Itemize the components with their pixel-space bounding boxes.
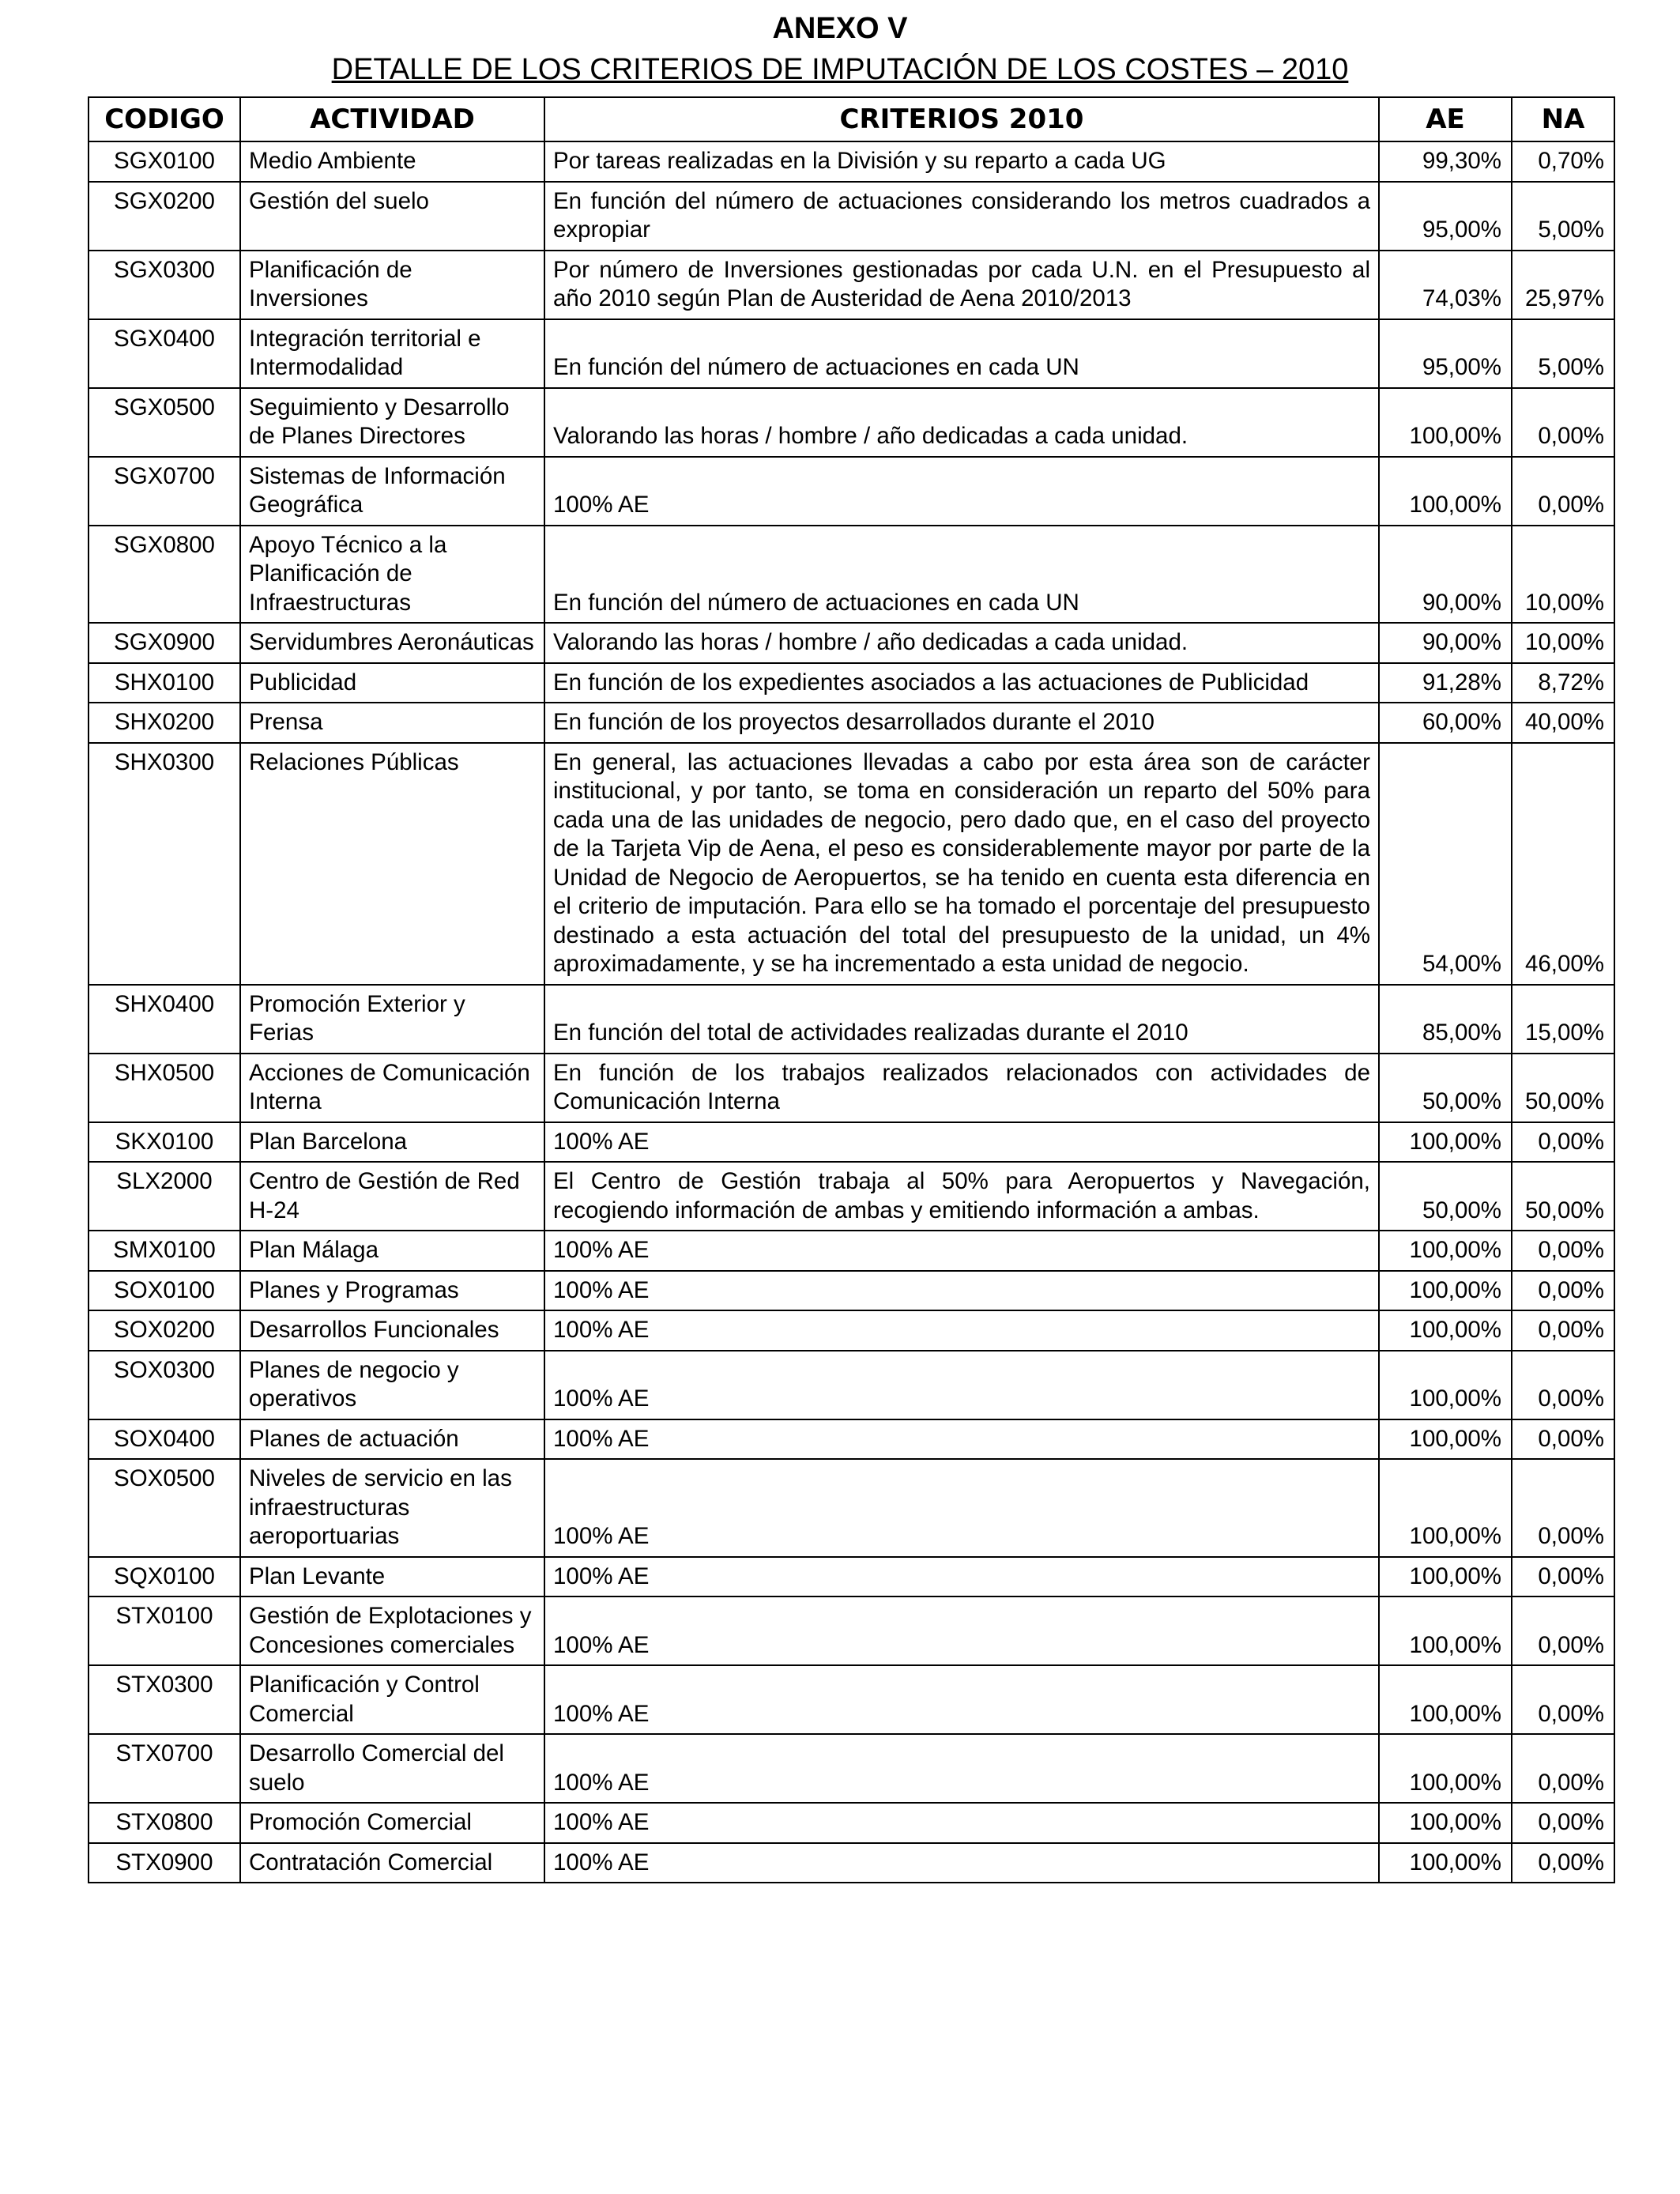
cell-activity: Planificación y Control Comercial xyxy=(240,1665,544,1734)
cell-criteria: 100% AE xyxy=(544,1310,1379,1351)
cell-na: 0,00% xyxy=(1512,388,1614,457)
cell-na: 0,00% xyxy=(1512,1803,1614,1843)
cell-na: 0,00% xyxy=(1512,1419,1614,1460)
cell-ae: 74,03% xyxy=(1379,251,1512,319)
cell-criteria: El Centro de Gestión trabaja al 50% para Aeropuertos y Navegación, recogiendo información de ambas y emitiendo información a ambas. xyxy=(544,1162,1379,1231)
cell-code: SHX0500 xyxy=(89,1054,240,1122)
cell-na: 0,00% xyxy=(1512,1734,1614,1803)
table-row xyxy=(89,1351,1614,1419)
cell-ae: 100,00% xyxy=(1379,1419,1512,1460)
cell-ae: 100,00% xyxy=(1379,1596,1512,1665)
cell-criteria: En función del número de actuaciones en cada UN xyxy=(544,526,1379,624)
header-ae: AE xyxy=(1379,97,1512,141)
cell-criteria: En función del número de actuaciones en cada UN xyxy=(544,319,1379,388)
cell-code: SOX0500 xyxy=(89,1459,240,1557)
cell-criteria: Valorando las horas / hombre / año dedicadas a cada unidad. xyxy=(544,623,1379,663)
cell-code: SGX0200 xyxy=(89,182,240,251)
table-row xyxy=(89,1310,1614,1351)
document-subtitle: DETALLE DE LOS CRITERIOS DE IMPUTACIÓN DE LOS COSTES – 2010 xyxy=(331,53,1349,86)
cell-activity: Plan Levante xyxy=(240,1557,544,1597)
cell-activity: Plan Málaga xyxy=(240,1231,544,1271)
cell-code: STX0800 xyxy=(89,1803,240,1843)
table-row xyxy=(89,1459,1614,1557)
cell-na: 50,00% xyxy=(1512,1054,1614,1122)
cell-ae: 90,00% xyxy=(1379,526,1512,624)
cell-activity: Relaciones Públicas xyxy=(240,743,544,985)
table-row xyxy=(89,182,1614,251)
cell-na: 0,00% xyxy=(1512,1665,1614,1734)
cell-activity: Desarrollo Comercial del suelo xyxy=(240,1734,544,1803)
cell-code: SGX0100 xyxy=(89,141,240,182)
cell-na: 10,00% xyxy=(1512,526,1614,624)
table-row xyxy=(89,623,1614,663)
cell-activity: Planes y Programas xyxy=(240,1271,544,1311)
cell-criteria: 100% AE xyxy=(544,1419,1379,1460)
cell-criteria: 100% AE xyxy=(544,457,1379,526)
table-row xyxy=(89,1122,1614,1163)
cell-ae: 91,28% xyxy=(1379,663,1512,703)
cell-ae: 99,30% xyxy=(1379,141,1512,182)
table-row xyxy=(89,985,1614,1054)
table-row xyxy=(89,1843,1614,1883)
table-row xyxy=(89,1271,1614,1311)
cell-criteria: En función de los proyectos desarrollados durante el 2010 xyxy=(544,703,1379,743)
cell-activity: Seguimiento y Desarrollo de Planes Directores xyxy=(240,388,544,457)
table-row xyxy=(89,1596,1614,1665)
table-row xyxy=(89,1162,1614,1231)
cell-na: 0,00% xyxy=(1512,1557,1614,1597)
cell-code: SGX0400 xyxy=(89,319,240,388)
cell-activity: Planes de negocio y operativos xyxy=(240,1351,544,1419)
table-row xyxy=(89,663,1614,703)
cell-na: 0,00% xyxy=(1512,1231,1614,1271)
table-row xyxy=(89,1419,1614,1460)
table-row xyxy=(89,141,1614,182)
cell-criteria: 100% AE xyxy=(544,1803,1379,1843)
cell-code: SHX0400 xyxy=(89,985,240,1054)
table-row xyxy=(89,1557,1614,1597)
cell-ae: 50,00% xyxy=(1379,1162,1512,1231)
cell-activity: Gestión de Explotaciones y Concesiones comerciales xyxy=(240,1596,544,1665)
cell-ae: 100,00% xyxy=(1379,1310,1512,1351)
cell-activity: Medio Ambiente xyxy=(240,141,544,182)
cell-criteria: 100% AE xyxy=(544,1231,1379,1271)
cell-code: STX0700 xyxy=(89,1734,240,1803)
cell-activity: Gestión del suelo xyxy=(240,182,544,251)
cell-ae: 50,00% xyxy=(1379,1054,1512,1122)
cell-activity: Promoción Exterior y Ferias xyxy=(240,985,544,1054)
cell-ae: 100,00% xyxy=(1379,388,1512,457)
cell-na: 10,00% xyxy=(1512,623,1614,663)
cell-activity: Integración territorial e Intermodalidad xyxy=(240,319,544,388)
cell-code: SOX0200 xyxy=(89,1310,240,1351)
cell-criteria: 100% AE xyxy=(544,1596,1379,1665)
cell-ae: 100,00% xyxy=(1379,1803,1512,1843)
table-row xyxy=(89,319,1614,388)
cell-na: 0,00% xyxy=(1512,1843,1614,1883)
table-row xyxy=(89,251,1614,319)
cell-code: SQX0100 xyxy=(89,1557,240,1597)
cell-activity: Promoción Comercial xyxy=(240,1803,544,1843)
cell-criteria: Por número de Inversiones gestionadas por cada U.N. en el Presupuesto al año 2010 según Plan de Austeridad de Aena 2010/2013 xyxy=(544,251,1379,319)
cell-code: SOX0400 xyxy=(89,1419,240,1460)
cell-code: SGX0500 xyxy=(89,388,240,457)
cell-criteria: 100% AE xyxy=(544,1271,1379,1311)
cell-na: 15,00% xyxy=(1512,985,1614,1054)
cell-na: 0,00% xyxy=(1512,1310,1614,1351)
cell-ae: 90,00% xyxy=(1379,623,1512,663)
cell-code: SHX0300 xyxy=(89,743,240,985)
cell-criteria: Por tareas realizadas en la División y su reparto a cada UG xyxy=(544,141,1379,182)
cell-na: 0,00% xyxy=(1512,1351,1614,1419)
cell-activity: Prensa xyxy=(240,703,544,743)
cell-ae: 100,00% xyxy=(1379,1843,1512,1883)
table-row xyxy=(89,1734,1614,1803)
cell-na: 46,00% xyxy=(1512,743,1614,985)
cell-activity: Publicidad xyxy=(240,663,544,703)
cell-ae: 54,00% xyxy=(1379,743,1512,985)
header-na: NA xyxy=(1512,97,1614,141)
cell-code: STX0900 xyxy=(89,1843,240,1883)
header-criteria: CRITERIOS 2010 xyxy=(544,97,1379,141)
cell-criteria: 100% AE xyxy=(544,1351,1379,1419)
cell-code: STX0300 xyxy=(89,1665,240,1734)
cell-ae: 95,00% xyxy=(1379,319,1512,388)
cell-ae: 100,00% xyxy=(1379,1351,1512,1419)
cell-code: SGX0700 xyxy=(89,457,240,526)
cell-na: 0,00% xyxy=(1512,1596,1614,1665)
cell-activity: Contratación Comercial xyxy=(240,1843,544,1883)
cell-code: SGX0300 xyxy=(89,251,240,319)
table-row xyxy=(89,703,1614,743)
cell-activity: Desarrollos Funcionales xyxy=(240,1310,544,1351)
cell-na: 40,00% xyxy=(1512,703,1614,743)
cell-ae: 100,00% xyxy=(1379,457,1512,526)
table-row xyxy=(89,1231,1614,1271)
cell-activity: Centro de Gestión de Red H-24 xyxy=(240,1162,544,1231)
cell-na: 0,00% xyxy=(1512,1459,1614,1557)
header-activity: ACTIVIDAD xyxy=(240,97,544,141)
cell-code: SMX0100 xyxy=(89,1231,240,1271)
cell-criteria: En función del total de actividades realizadas durante el 2010 xyxy=(544,985,1379,1054)
table-row xyxy=(89,1054,1614,1122)
cell-ae: 95,00% xyxy=(1379,182,1512,251)
cell-ae: 100,00% xyxy=(1379,1271,1512,1311)
header-code: CODIGO xyxy=(89,97,240,141)
cell-ae: 85,00% xyxy=(1379,985,1512,1054)
cell-code: STX0100 xyxy=(89,1596,240,1665)
cell-na: 25,97% xyxy=(1512,251,1614,319)
cell-activity: Planificación de Inversiones xyxy=(240,251,544,319)
cell-code: SKX0100 xyxy=(89,1122,240,1163)
cell-ae: 60,00% xyxy=(1379,703,1512,743)
cell-code: SHX0100 xyxy=(89,663,240,703)
cell-criteria: 100% AE xyxy=(544,1557,1379,1597)
cell-na: 8,72% xyxy=(1512,663,1614,703)
table-header-row xyxy=(89,97,1614,141)
cell-activity: Servidumbres Aeronáuticas xyxy=(240,623,544,663)
cell-criteria: 100% AE xyxy=(544,1734,1379,1803)
cell-na: 0,70% xyxy=(1512,141,1614,182)
document-title: ANEXO V xyxy=(772,12,908,45)
cell-na: 0,00% xyxy=(1512,1122,1614,1163)
cell-criteria: En función del número de actuaciones considerando los metros cuadrados a expropiar xyxy=(544,182,1379,251)
cell-activity: Plan Barcelona xyxy=(240,1122,544,1163)
cell-ae: 100,00% xyxy=(1379,1122,1512,1163)
cell-code: SLX2000 xyxy=(89,1162,240,1231)
cell-code: SOX0300 xyxy=(89,1351,240,1419)
cell-criteria: En general, las actuaciones llevadas a cabo por esta área son de carácter institucional, y por tanto, se toma en consideración un reparto del 50% para cada una de las unidades de negocio, pero dado que, en el caso del proyecto de la Tarjeta Vip de Aena, el peso es considerablemente mayor por parte de la Unidad de Negocio de Aeropuertos, se ha tenido en cuenta esta diferencia en el criterio de imputación. Para ello se ha tomado el porcentaje del presupuesto destinado a esta actuación del total del presupuesto de la unidad, un 4% aproximadamente, y se ha incrementado a esta unidad de negocio. xyxy=(544,743,1379,985)
cell-activity: Planes de actuación xyxy=(240,1419,544,1460)
table-body xyxy=(89,141,1614,1883)
cell-criteria: En función de los trabajos realizados relacionados con actividades de Comunicación Interna xyxy=(544,1054,1379,1122)
cell-activity: Sistemas de Información Geográfica xyxy=(240,457,544,526)
criteria-table xyxy=(88,96,1615,1883)
cell-criteria: 100% AE xyxy=(544,1843,1379,1883)
cell-na: 0,00% xyxy=(1512,1271,1614,1311)
cell-na: 5,00% xyxy=(1512,182,1614,251)
cell-code: SOX0100 xyxy=(89,1271,240,1311)
cell-code: SHX0200 xyxy=(89,703,240,743)
table-row xyxy=(89,743,1614,985)
cell-ae: 100,00% xyxy=(1379,1459,1512,1557)
cell-criteria: Valorando las horas / hombre / año dedicadas a cada unidad. xyxy=(544,388,1379,457)
cell-activity: Niveles de servicio en las infraestructuras aeroportuarias xyxy=(240,1459,544,1557)
table-row xyxy=(89,526,1614,624)
cell-na: 0,00% xyxy=(1512,457,1614,526)
cell-ae: 100,00% xyxy=(1379,1734,1512,1803)
cell-ae: 100,00% xyxy=(1379,1665,1512,1734)
cell-na: 5,00% xyxy=(1512,319,1614,388)
cell-activity: Apoyo Técnico a la Planificación de Infraestructuras xyxy=(240,526,544,624)
table-row xyxy=(89,388,1614,457)
cell-ae: 100,00% xyxy=(1379,1231,1512,1271)
cell-na: 50,00% xyxy=(1512,1162,1614,1231)
table-row xyxy=(89,1803,1614,1843)
cell-ae: 100,00% xyxy=(1379,1557,1512,1597)
cell-code: SGX0900 xyxy=(89,623,240,663)
cell-criteria: 100% AE xyxy=(544,1665,1379,1734)
table-row xyxy=(89,457,1614,526)
table-row xyxy=(89,1665,1614,1734)
cell-criteria: En función de los expedientes asociados a las actuaciones de Publicidad xyxy=(544,663,1379,703)
cell-code: SGX0800 xyxy=(89,526,240,624)
cell-criteria: 100% AE xyxy=(544,1122,1379,1163)
cell-criteria: 100% AE xyxy=(544,1459,1379,1557)
cell-activity: Acciones de Comunicación Interna xyxy=(240,1054,544,1122)
